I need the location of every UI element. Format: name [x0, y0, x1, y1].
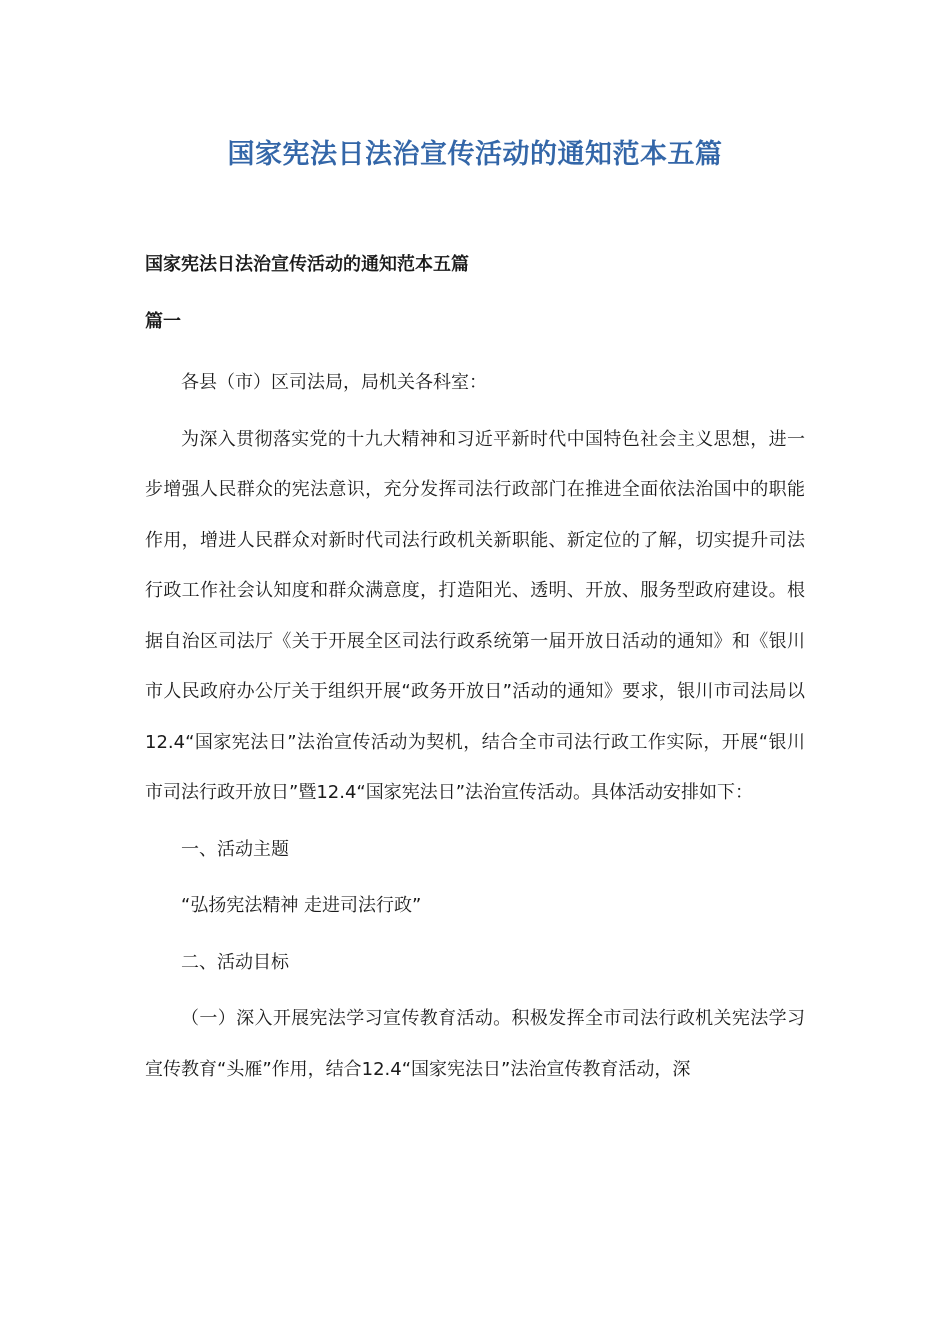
goal-paragraph-1: （一）深入开展宪法学习宣传教育活动。积极发挥全市司法行政机关宪法学习宣传教育“头雁”作用，结合12.4“国家宪法日”法治宣传教育活动，深: [145, 1008, 805, 1080]
intro-paragraph: 为深入贯彻落实党的十九大精神和习近平新时代中国特色社会主义思想，进一步增强人民群众的宪法意识，充分发挥司法行政部门在推进全面依法治国中的职能作用，增进人民群众对新时代司法行政机关新职能、新定位的了解，切实提升司法行政工作社会认知度和群众满意度，打造阳光、透明、开放、服务型政府建设。根据自治区司法厅《关于开展全区司法行政系统第一届开放日活动的通知》和《银川市人民政府办公厅关于组织开展“政务开放日”活动的通知》要求，银川市司法局以12.4“国家宪法日”法治宣传活动为契机，结合全市司法行政工作实际，开展“银川市司法行政开放日”暨12.4“国家宪法日”法治宣传活动。具体活动安排如下：: [145, 428, 805, 803]
heading-activity-theme: 一、活动主题: [181, 838, 289, 860]
heading-activity-goals: 二、活动目标: [181, 951, 289, 973]
salutation-paragraph: 各县（市）区司法局，局机关各科室：: [181, 372, 487, 393]
body-text: [145, 358, 805, 1095]
theme-slogan: “弘扬宪法精神 走进司法行政”: [181, 895, 422, 916]
section-heading: 篇一: [145, 311, 181, 332]
document-title: 国家宪法日法治宣传活动的通知范本五篇: [227, 139, 723, 170]
document-subtitle: 国家宪法日法治宣传活动的通知范本五篇: [145, 254, 469, 275]
